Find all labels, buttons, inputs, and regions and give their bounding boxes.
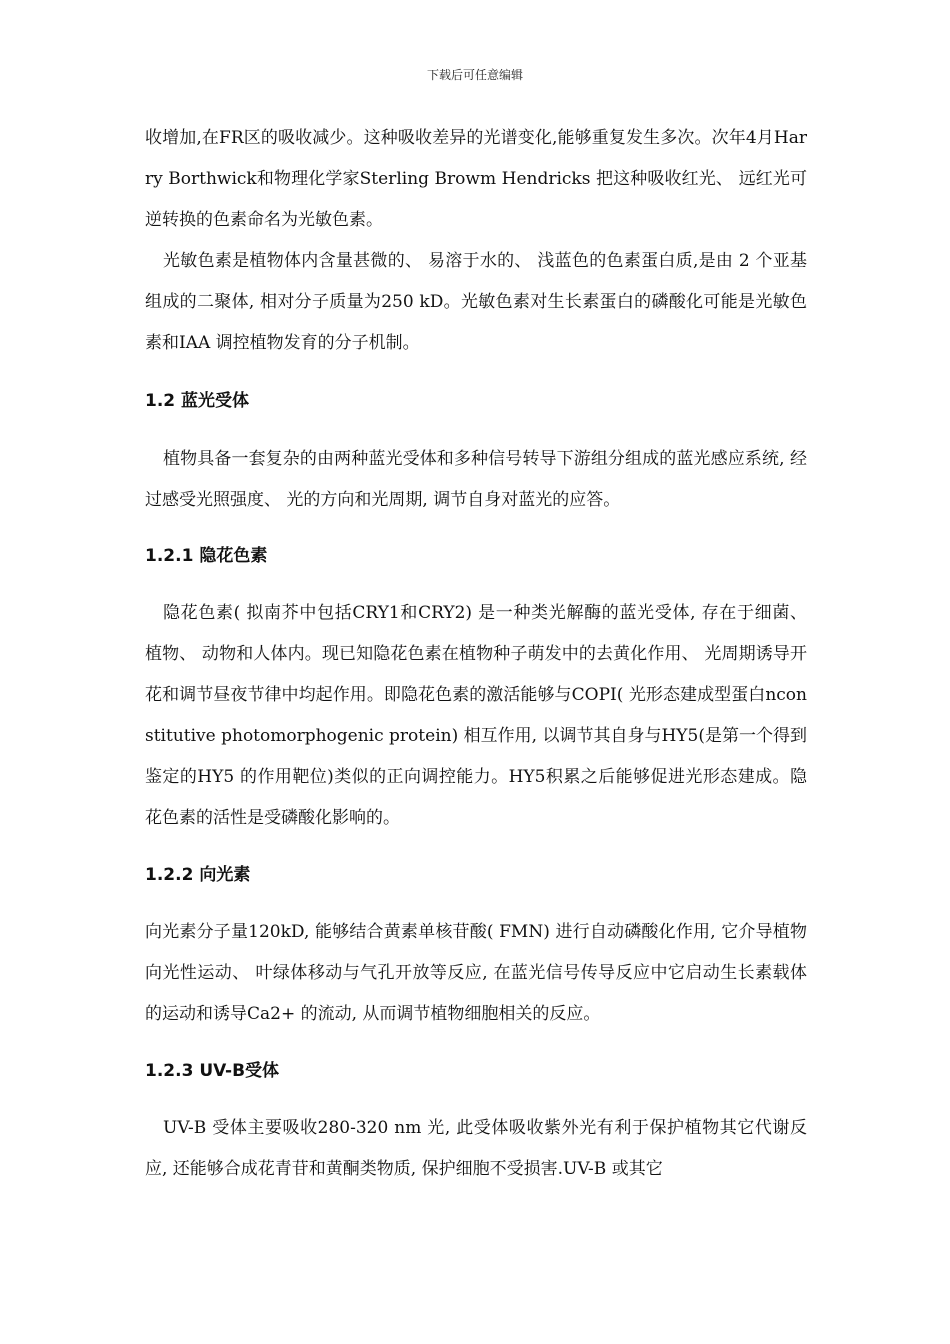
paragraph-cryptochrome: 隐花色素( 拟南芥中包括CRY1和CRY2) 是一种类光解酶的蓝光受体, 存在于细菌、 植物、 动物和人体内。现已知隐花色素在植物种子萌发中的去黄化作用、 光周期诱导开花和调节昼夜节律中均起作用。即隐花色素的激活能够与COPI( 光形态建成型蛋白nconstitutive photomorphogenic protein) 相互作用, 以调节其自身与HY5(是第一个得到鉴定的HY5 的作用靶位)类似的正向调控能力。HY5积累之后能够促进光形态建成。隐花色素的活性是受磷酸化影响的。 (145, 603, 807, 828)
paragraph-phototropin: 向光素分子量120kD, 能够结合黄素单核苷酸( FMN) 进行自动磷酸化作用, 它介导植物向光性运动、 叶绿体移动与气孔开放等反应, 在蓝光信号传导反应中它启动生长素载体的运动和诱导Ca2+ 的流动, 从而调节植物细胞相关的反应。 (145, 922, 807, 1024)
page-header: 下载后可任意编辑 (426, 68, 523, 82)
section-heading-blue-light-receptor: 1.2 蓝光受体 (145, 391, 250, 411)
document-body (145, 118, 807, 1190)
section-heading-phototropin: 1.2.2 向光素 (145, 865, 251, 885)
paragraph-phytochrome-properties: 光敏色素是植物体内含量甚微的、 易溶于水的、 浅蓝色的色素蛋白质,是由 2 个亚基组成的二聚体, 相对分子质量为250 kD。光敏色素对生长素蛋白的磷酸化可能是光敏色素和IAA 调控植物发育的分子机制。 (145, 251, 807, 353)
section-heading-uvb-receptor: 1.2.3 UV-B受体 (145, 1061, 280, 1081)
paragraph-uvb-receptor: UV-B 受体主要吸收280-320 nm 光, 此受体吸收紫外光有利于保护植物其它代谢反应, 还能够合成花青苷和黄酮类物质, 保护细胞不受损害.UV-B 或其它 (145, 1118, 807, 1179)
paragraph-blue-light-system: 植物具备一套复杂的由两种蓝光受体和多种信号转导下游组分组成的蓝光感应系统, 经过感受光照强度、 光的方向和光周期, 调节自身对蓝光的应答。 (145, 449, 807, 510)
section-heading-cryptochrome: 1.2.1 隐花色素 (145, 546, 268, 566)
paragraph-phytochrome-history: 收增加,在FR区的吸收减少。这种吸收差异的光谱变化,能够重复发生多次。次年4月Harry Borthwick和物理化学家Sterling Browm Hendricks 把这种吸收红光、 远红光可逆转换的色素命名为光敏色素。 (145, 128, 807, 230)
